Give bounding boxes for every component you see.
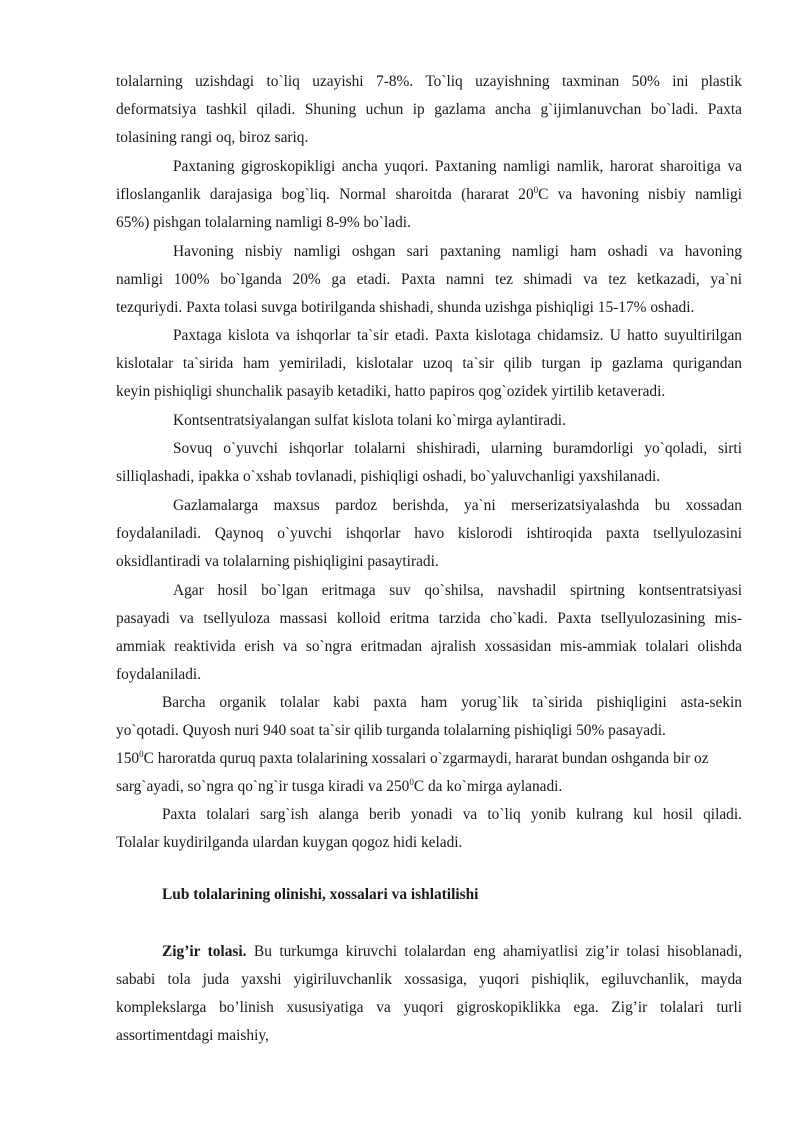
paragraph-first-line: Kontsentratsiyalangan sulfat kislota tolani ko`mirga aylantiradi. — [173, 412, 566, 429]
text-line: 65%) pishgan tolalarning namligi 8-9% bo`ladi. — [116, 214, 411, 231]
text-line: assortimentdagi maishiy, — [116, 1027, 269, 1044]
text-line: sababi tola juda yaxshi yigiriluvchanlik xossasiga, yuqori pishiqlik, egiluvchanlik, mayda — [116, 971, 742, 988]
text-line: keyin pishiqligi shunchalik pasayib ketadiki, hatto papiros qog`ozidek yirtilib ketaveradi. — [116, 383, 666, 400]
text-line: deformatsiya tashkil qiladi. Shuning uchun ip gazlama ancha g`ijimlanuvchan bo`ladi. Paxta — [116, 101, 742, 118]
text-line: tolasining rangi oq, biroz sariq. — [116, 129, 309, 146]
text-line: tolalarning uzishdagi to`liq uzayishi 7-8%. To`liq uzayishning taxminan 50% ini plastik — [116, 73, 742, 90]
paragraph-first-line: Havoning nisbiy namligi oshgan sari paxtaning namligi ham oshadi va havoning — [173, 243, 742, 260]
section-heading: Lub tolalarining olinishi, xossalari va ishlatilishi — [162, 886, 479, 903]
text-line: tezquriydi. Paxta tolasi suvga botirilganda shishadi, shunda uzishga pishiqligi 15-17% oshadi. — [116, 299, 695, 316]
paragraph-first-line: Agar hosil bo`lgan eritmaga suv qo`shilsa, navshadil spirtning kontsentratsiyasi — [173, 582, 742, 599]
paragraph-first-line: Paxtaning gigroskopikligi ancha yuqori. Paxtaning namligi namlik, harorat sharoitiga va — [173, 158, 742, 175]
paragraph-first-line: Paxta tolalari sarg`ish alanga berib yonadi va to`liq yonib kulrang kul hosil qiladi. — [162, 806, 742, 823]
text-line: kislotalar ta`sirida ham yemiriladi, kislotalar uzoq ta`sir qilib turgan ip gazlama qurigandan — [116, 355, 742, 372]
paragraph-first-line: Sovuq o`yuvchi ishqorlar tolalarni shishiradi, ularning buramdorligi yo`qoladi, sirti — [173, 440, 742, 457]
text-line: sarg`ayadi, so`ngra qo`ng`ir tusga kiradi va $250^0C$ da ko`mirga aylanadi. — [116, 776, 563, 795]
text-line: namligi 100% bo`lganda 20% ga etadi. Paxta namni tez shimadi va tez ketkazadi, ya`ni — [116, 271, 742, 288]
text-line: foydalaniladi. Qaynoq o`yuvchi ishqorlar havo kislorodi ishtiroqida paxta tsellyulozasini — [116, 525, 742, 542]
paragraph-first-line: Zig’ir tolasi. Bu turkumga kiruvchi tolalardan eng ahamiyatlisi zig’ir tolasi hisoblanadi, — [162, 943, 742, 960]
paragraph-first-line: Barcha organik tolalar kabi paxta ham yorug`lik ta`sirida pishiqligini asta-sekin — [162, 694, 742, 711]
text-line: Tolalar kuydirilganda ulardan kuygan qogoz hidi keladi. — [116, 834, 463, 851]
paragraph-first-line: Gazlamalarga maxsus pardoz berishda, ya`ni merserizatsiyalashda bu xossadan — [173, 497, 742, 514]
text-line: oksidlantiradi va tolalarning pishiqligini pasaytiradi. — [116, 553, 439, 570]
text-line: yo`qotadi. Quyosh nuri 940 soat ta`sir qilib turganda tolalarning pishiqligi 50% pasayadi. — [116, 722, 666, 739]
text-line: ifloslanganlik darajasiga bog`liq. Normal sharoitda (hararat $20^0C$ va havoning nisbiy namligi — [116, 184, 742, 203]
text-line: $150^0C$ haroratda quruq paxta tolalarining xossalari o`zgarmaydi, hararat bundan oshganda bir oz — [116, 748, 709, 767]
term-bold: Zig’ir tolasi. — [162, 943, 247, 960]
text-line: pasayadi va tsellyuloza massasi kolloid eritma tarzida cho`kadi. Paxta tsellyulozasining mis- — [116, 610, 742, 627]
text-line: foydalaniladi. — [116, 666, 202, 683]
paragraph-first-line: Paxtaga kislota va ishqorlar ta`sir etadi. Paxta kislotaga chidamsiz. U hatto suyultirilgan — [173, 327, 742, 344]
text-line: ammiak reaktivida erish va so`ngra eritmadan ajralish xossasidan mis-ammiak tolalari olishda — [116, 638, 742, 655]
text-line: silliqlashadi, ipakka o`xshab tovlanadi, pishiqligi oshadi, bo`yaluvchanligi yaxshilanadi. — [116, 468, 661, 485]
text-line: komplekslarga bo’linish xususiyatiga va yuqori gigroskopiklikka ega. Zig’ir tolalari turli — [116, 999, 742, 1016]
